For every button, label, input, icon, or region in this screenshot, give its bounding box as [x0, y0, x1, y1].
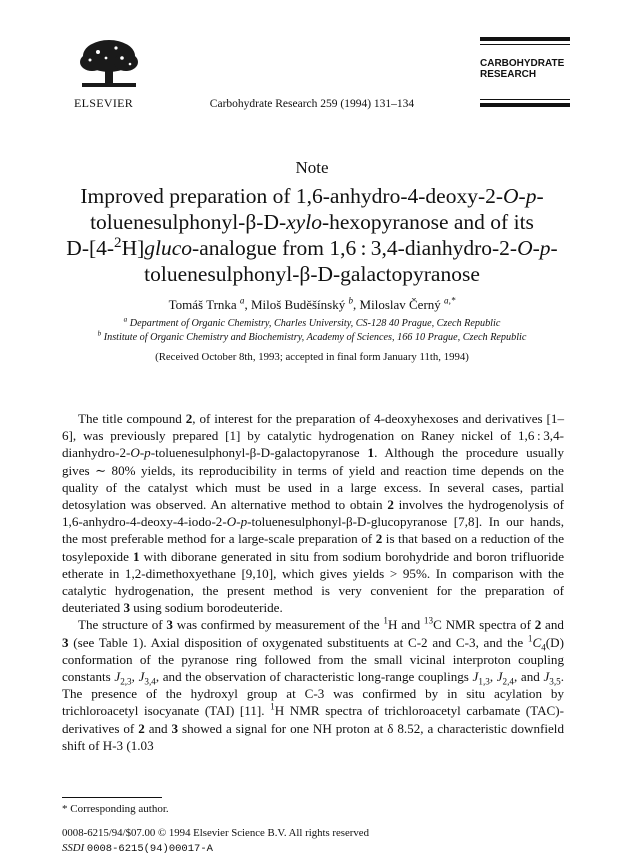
- author-list: Tomáš Trnka $^a$, Miloš Buděšínský $^b$, Miloslav Černý $^{a,*}$: [168, 295, 456, 312]
- author-name: Tomáš Trnka: [168, 297, 237, 312]
- author-mark: a,*: [444, 295, 456, 306]
- journal-reference: Carbohydrate Research 259 (1994) 131–134: [209, 98, 415, 110]
- journal-rule-bottom-thin: [480, 99, 570, 100]
- footnote-rule: [62, 797, 162, 798]
- ssdi-line: SSDI 0008-6215(94)00017-A: [62, 842, 213, 855]
- author-name: Miloš Buděšínský: [250, 297, 346, 312]
- journal-rule-top: [480, 37, 570, 41]
- copyright-line: 0008-6215/94/$07.00 © 1994 Elsevier Science B.V. All rights reserved: [62, 827, 369, 839]
- elsevier-tree-logo: [78, 36, 140, 92]
- publisher-name: ELSEVIER: [74, 96, 134, 110]
- journal-name-line2: RESEARCH: [480, 69, 537, 80]
- article-title: Improved preparation of 1,6-anhydro-4-deoxy-2-O-p- toluenesulphonyl-β-D-xylo-hexopyranose and of its D-[4-$^2$H]gluco-analogue from 1,6 : 3,4-dianhydro-2-O-p- toluenesulphonyl-β-D-galactopyranose: [66, 184, 558, 286]
- body-paragraph-1: The title compound 2, of interest for the preparation of 4-deoxyhexoses and derivatives [1–6], was previously prepared [1] by catalytic hydrogenation on Raney nickel of 1,6 : 3,4-dianhydro-2-O-p-toluenesulphonyl-β-D-galactopyranose 1. Although the procedure usually gives ∼ 80% yields, its reproducibility in terms of yield and reaction time depends on the quality of the catalyst which must be used in a large excess. In several cases, partial detosylation was observed. An alternative method to obtain 2 involves the hydrogenolysis of 1,6-anhydro-4-deoxy-4-iodo-2-O-p-toluenesulphonyl-β-D-glucopyranose [7,8]. In our hands, the most preferable method for a large-scale preparation of 2 is that based on a reduction of the tosylepoxide 1 with diborane generated in situ from sodium borohydride and boron trifluoride etherate in 1,2-dimethoxyethane [9,10], which gives yields > 95%. In comparison with the catalytic hydrogenation, the present method is very convenient for the preparation of deuteriated 3 using sodium borodeuteride.: [62, 411, 565, 616]
- author-name: Miloslav Černý: [359, 297, 441, 312]
- received-dates: (Received October 8th, 1993; accepted in final form January 11th, 1994): [155, 351, 469, 363]
- body-paragraph-2: The structure of 3 was confirmed by measurement of the $^1$H and $^{13}$C NMR spectra of 2 and 3 (see Table 1). Axial disposition of oxygenated substituents at C-2 and C-3, and the $^1C_4(D)$ conformation of the pyranose ring followed from the small vicinal interproton coupling constants $J_{2,3}$, $J_{3,4}$, and the observation of characteristic long-range couplings $J_{1,3}$, $J_{2,4}$, and $J_{3,5}$. The presence of the hydroxyl group at C-3 was confirmed by in situ acylation by trichloroacetyl isocyanate (TAI) [11]. $^1$H NMR spectra of trichloroacetyl carbamate (TAC)-derivatives of 2 and 3 showed a signal for one NH proton at δ 8.52, a characteristic downfield shift of H-3 (1.03: [62, 616, 565, 753]
- affiliation-b: $^b$ Institute of Organic Chemistry and Biochemistry, Academy of Sciences, 166 10 Prague, Czech Republic: [97, 329, 527, 343]
- corresponding-author-footnote: * Corresponding author.: [62, 803, 169, 815]
- journal-rule-top-thin: [480, 44, 570, 45]
- article-type: Note: [295, 158, 329, 177]
- author-mark: a: [239, 295, 245, 306]
- author-mark: b: [348, 295, 354, 306]
- article-body: [62, 410, 564, 754]
- journal-name: [480, 58, 564, 80]
- affiliation-a: $^a$ Department of Organic Chemistry, Charles University, CS-128 40 Prague, Czech Republic: [123, 315, 501, 329]
- journal-name-line1: CARBOHYDRATE: [480, 58, 565, 69]
- journal-rule-bottom: [480, 103, 570, 107]
